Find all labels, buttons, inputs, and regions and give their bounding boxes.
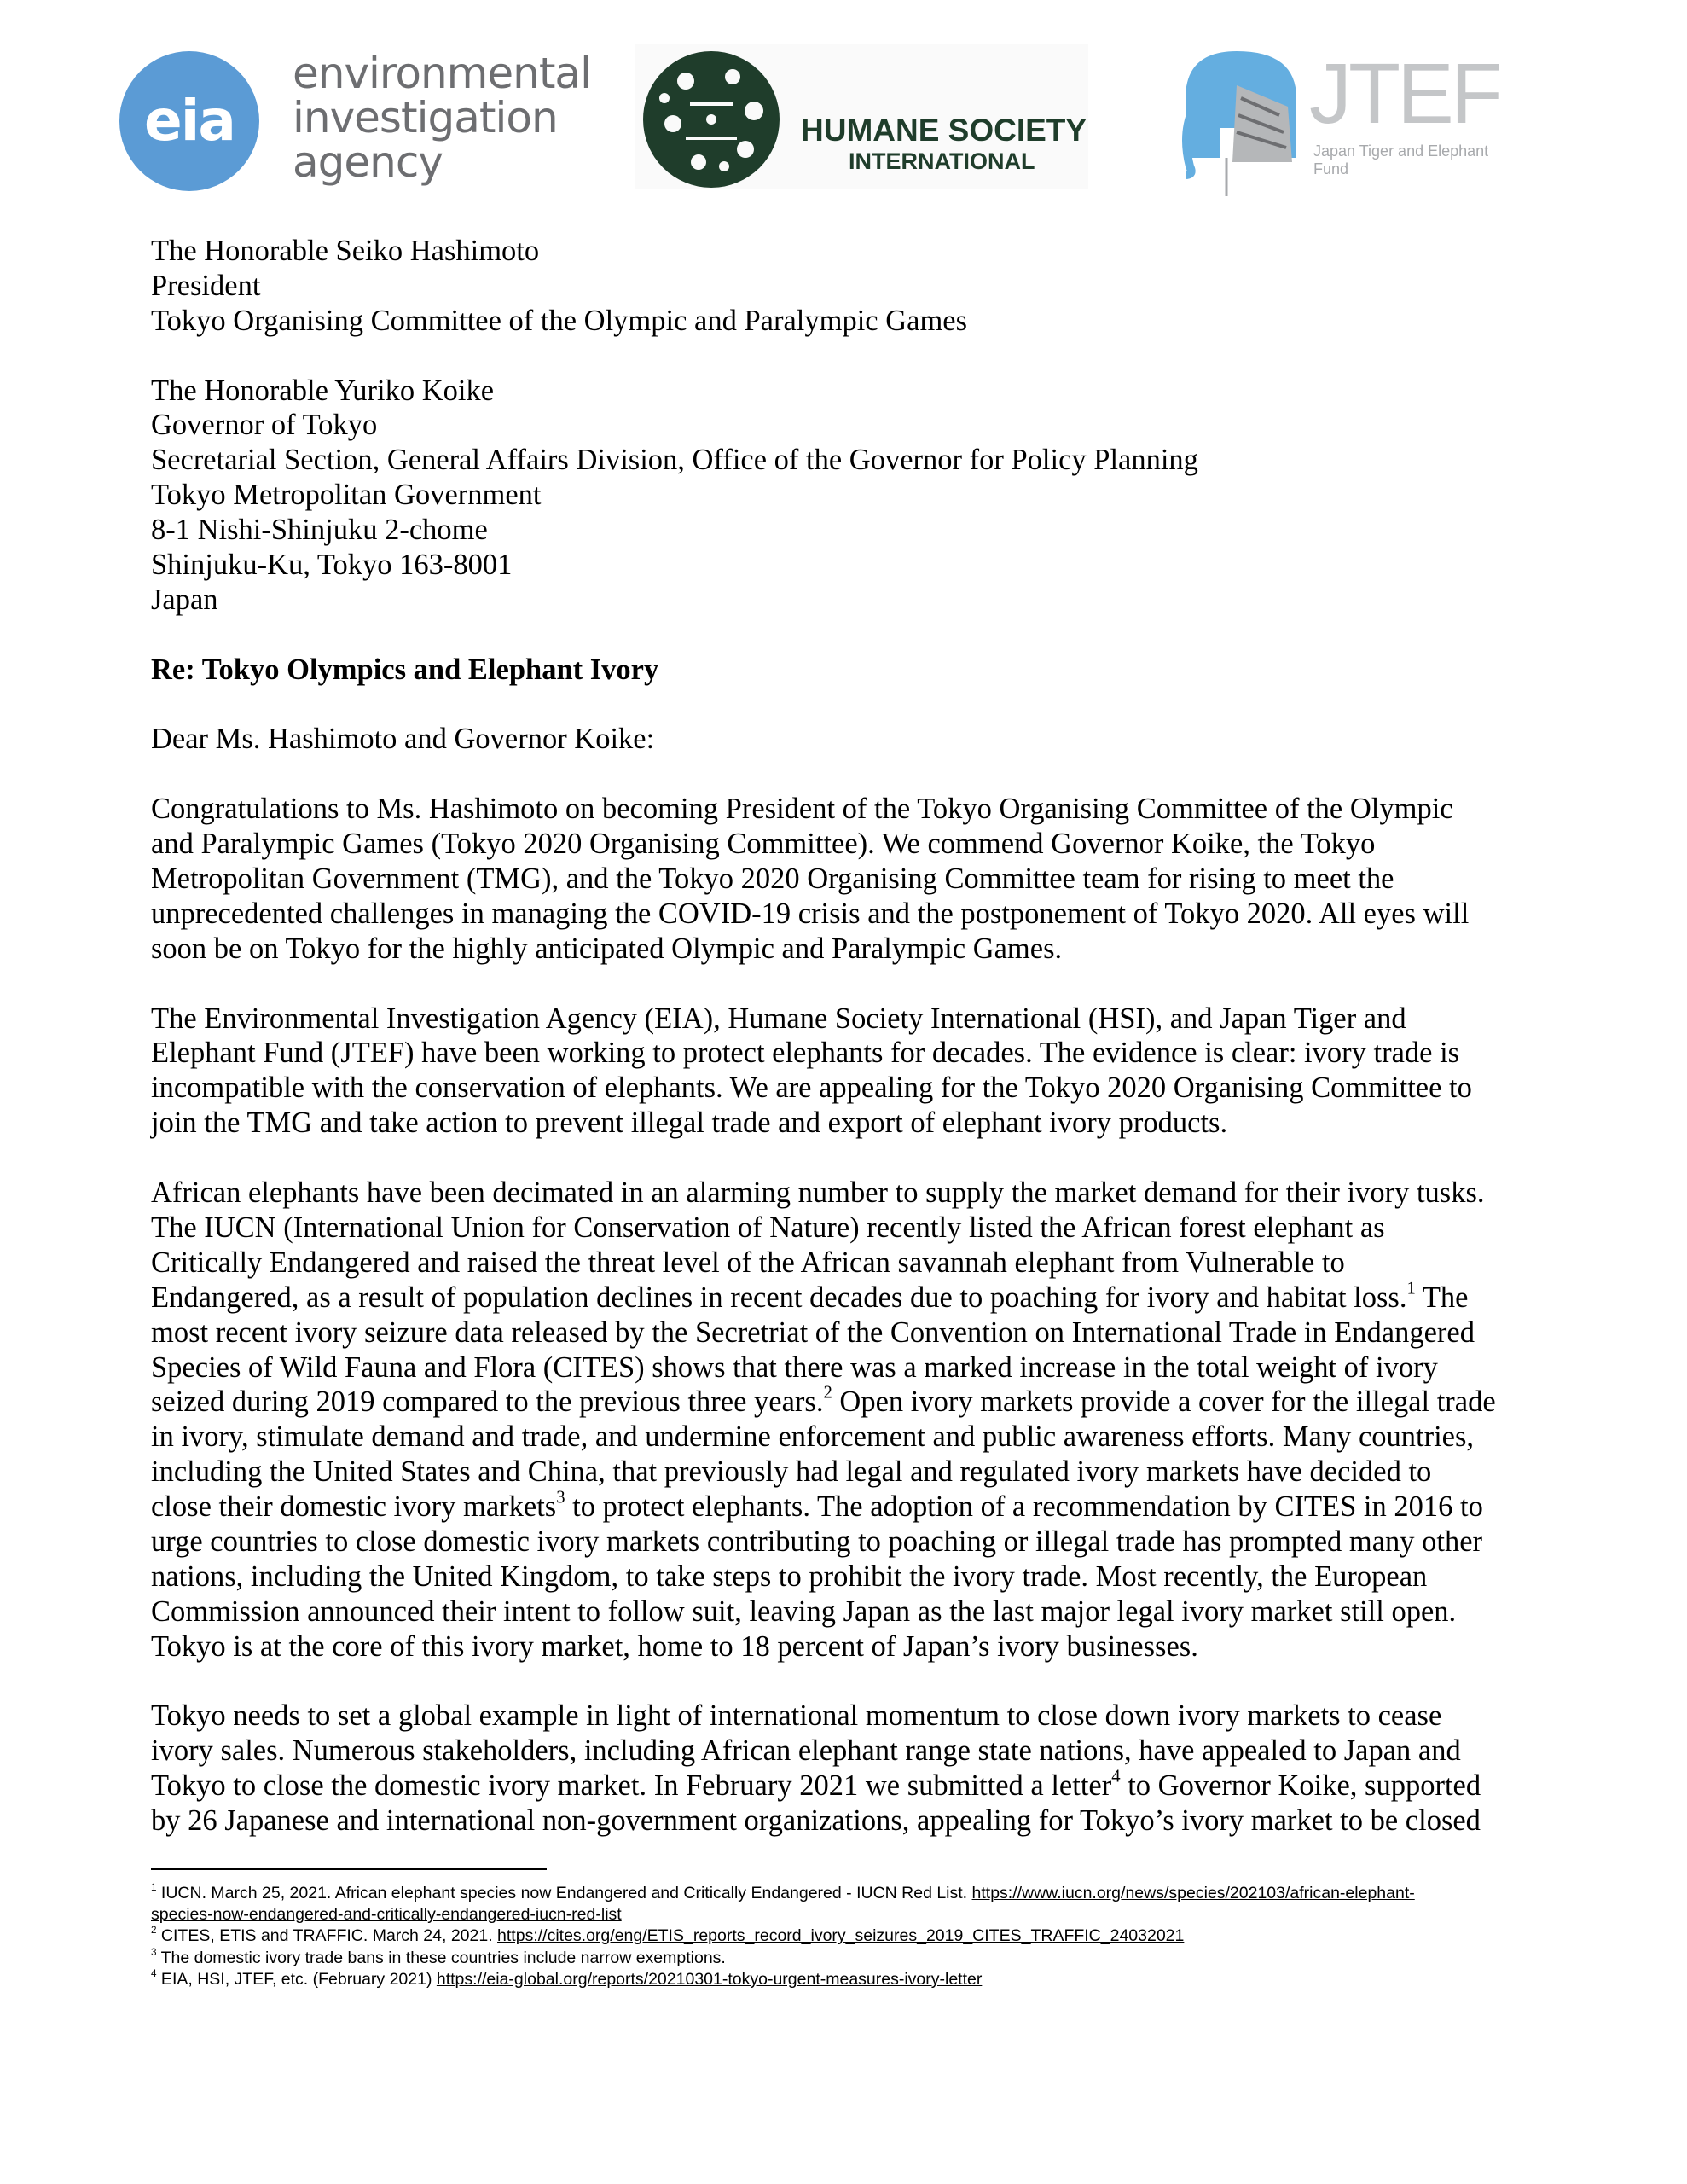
paragraph-line: including the United States and China, that previously had legal and regulated ivory markets have decided to bbox=[151, 1455, 1432, 1489]
footnote-ref: 1 bbox=[1406, 1279, 1416, 1298]
eia-name-line: agency bbox=[293, 137, 443, 187]
footnote-separator bbox=[151, 1868, 547, 1870]
paragraph-line: The IUCN (International Union for Conservation of Nature) recently listed the African forest elephant as bbox=[151, 1211, 1385, 1244]
paragraph-line: Metropolitan Government (TMG), and the Tokyo 2020 Organising Committee team for rising to meet the bbox=[151, 863, 1394, 896]
elephant-tiger-icon bbox=[1160, 47, 1313, 200]
jtef-logo bbox=[1160, 47, 1527, 200]
footnote-number: 1 bbox=[151, 1882, 157, 1894]
paragraph-line: and Paralympic Games (Tokyo 2020 Organising Committee). We commend Governor Koike, the Tokyo bbox=[151, 828, 1376, 861]
jtef-wordmark: JTEF bbox=[1309, 46, 1499, 142]
body-paragraph bbox=[151, 1176, 1550, 1664]
eia-logo bbox=[119, 49, 591, 196]
subject-line: Re: Tokyo Olympics and Elephant Ivory bbox=[151, 653, 659, 686]
paragraph-line: Tokyo to close the domestic ivory market. In February 2021 we submitted a letter$^4$ to Governor Koike, supported bbox=[151, 1767, 1481, 1803]
address-line: 8-1 Nishi-Shinjuku 2-chome bbox=[151, 514, 488, 547]
footnote-ref: 4 bbox=[1111, 1767, 1121, 1786]
footnote-ref: 2 bbox=[823, 1383, 832, 1403]
eia-name-line: environmental bbox=[293, 49, 591, 98]
salutation: Dear Ms. Hashimoto and Governor Koike: bbox=[151, 723, 655, 756]
body-paragraph bbox=[151, 1699, 1550, 1838]
footnote: $^2$ CITES, ETIS and TRAFFIC. March 24, 2021. https://cites.org/eng/ETIS_reports_record_ivory_seizures_2019_CITES_TRAFFIC_24032021 bbox=[151, 1925, 1185, 1946]
address-line: The Honorable Seiko Hashimoto bbox=[151, 235, 540, 267]
body-paragraph bbox=[151, 1002, 1550, 1141]
footnote: $^3$ The domestic ivory trade bans in these countries include narrow exemptions. bbox=[151, 1946, 726, 1967]
eia-circle: eia bbox=[119, 51, 259, 191]
footnotes bbox=[151, 1883, 1550, 1990]
jtef-caption: Japan Tiger and Elephant Fund bbox=[1313, 142, 1489, 177]
paragraph-line: by 26 Japanese and international non-government organizations, appealing for Tokyo’s ivory market to be closed bbox=[151, 1804, 1481, 1838]
footnote-number: 2 bbox=[151, 1925, 157, 1937]
paragraph-line: ivory sales. Numerous stakeholders, including African elephant range state nations, have appealed to Japan and bbox=[151, 1734, 1461, 1768]
footnote-link[interactable]: https://eia-global.org/reports/20210301-tokyo-urgent-measures-ivory-letter bbox=[436, 1969, 983, 1989]
paragraph-line: soon be on Tokyo for the highly anticipated Olympic and Paralympic Games. bbox=[151, 932, 1063, 965]
paragraph-line: Endangered, as a result of population declines in recent decades due to poaching for ivory and habitat loss.$^1$ The bbox=[151, 1279, 1469, 1314]
footnote: $^1$ IUCN. March 25, 2021. African elephant species now Endangered and Critically Endangered - IUCN Red List. https://www.iucn.org/news/species/202103/african-elephant- bbox=[151, 1882, 1415, 1902]
footnote-number: 3 bbox=[151, 1946, 157, 1958]
footnote-link[interactable]: species-now-endangered-and-critically-endangered-iucn-red-list bbox=[151, 1905, 622, 1925]
paragraph-line: nations, including the United Kingdom, to take steps to prohibit the ivory trade. Most recently, the European bbox=[151, 1560, 1428, 1593]
addressee-block bbox=[151, 374, 1550, 618]
letter-body bbox=[151, 234, 1550, 1873]
paragraph-line: African elephants have been decimated in an alarming number to supply the market demand for their ivory tusks. bbox=[151, 1176, 1485, 1210]
paragraph-line: seized during 2019 compared to the previous three years.$^2$ Open ivory markets provide a cover for the illegal trade bbox=[151, 1383, 1496, 1419]
hsi-name-line1: HUMANE SOCIETY bbox=[801, 113, 1087, 148]
paragraph-line: Elephant Fund (JTEF) have been working to protect elephants for decades. The evidence is clear: ivory trade is bbox=[151, 1037, 1460, 1070]
address-line: Secretarial Section, General Affairs Division, Office of the Governor for Policy Planning bbox=[151, 444, 1198, 477]
paragraph-line: urge countries to close domestic ivory markets contributing to poaching or illegal trade has prompted many other bbox=[151, 1525, 1483, 1558]
paragraph-line: in ivory, stimulate demand and trade, and undermine enforcement and public awareness efforts. Many countries, bbox=[151, 1420, 1475, 1454]
paragraph-line: incompatible with the conservation of elephants. We are appealing for the Tokyo 2020 Organising Committee to bbox=[151, 1072, 1472, 1105]
address-line: President bbox=[151, 269, 261, 302]
paragraph-line: Species of Wild Fauna and Flora (CITES) shows that there was a marked increase in the total weight of ivory bbox=[151, 1350, 1438, 1384]
paragraph-line: unprecedented challenges in managing the COVID-19 crisis and the postponement of Tokyo 2020. All eyes will bbox=[151, 897, 1470, 930]
footnote-number: 4 bbox=[151, 1968, 157, 1980]
body-paragraph bbox=[151, 792, 1550, 966]
address-line: Governor of Tokyo bbox=[151, 409, 378, 442]
paragraph-line: Tokyo is at the core of this ivory market, home to 18 percent of Japan’s ivory businesses. bbox=[151, 1629, 1198, 1663]
address-line: Japan bbox=[151, 583, 218, 616]
paragraph-line: join the TMG and take action to prevent illegal trade and export of elephant ivory products. bbox=[151, 1107, 1228, 1140]
footnote-link[interactable]: https://cites.org/eng/ETIS_reports_record_ivory_seizures_2019_CITES_TRAFFIC_24032021 bbox=[497, 1926, 1185, 1946]
paragraph-line: most recent ivory seizure data released by the Secretriat of the Convention on International Trade in Endangered bbox=[151, 1316, 1475, 1349]
eia-name-line: investigation bbox=[293, 93, 558, 142]
paragraph-line: Commission announced their intent to follow suit, leaving Japan as the last major legal ivory market still open. bbox=[151, 1594, 1457, 1628]
hsi-logo bbox=[635, 44, 1088, 189]
address-line: Shinjuku-Ku, Tokyo 163-8001 bbox=[151, 549, 513, 582]
footnote: $^4$ EIA, HSI, JTEF, etc. (February 2021) https://eia-global.org/reports/20210301-tokyo-urgent-measures-ivory-letter bbox=[151, 1968, 983, 1989]
paragraph-line: Tokyo needs to set a global example in light of international momentum to close down ivory markets to cease bbox=[151, 1699, 1442, 1733]
hsi-name-line2: INTERNATIONAL bbox=[849, 148, 1035, 174]
address-line: Tokyo Metropolitan Government bbox=[151, 479, 542, 512]
footnote-link[interactable]: https://www.iucn.org/news/species/202103/african-elephant- bbox=[971, 1884, 1415, 1902]
paragraph-line: close their domestic ivory markets$^3$ to protect elephants. The adoption of a recommendation by CITES in 2016 to bbox=[151, 1488, 1483, 1524]
addressee-block bbox=[151, 234, 1550, 339]
animal-globe-icon bbox=[639, 47, 784, 192]
paragraph-line: The Environmental Investigation Agency (EIA), Humane Society International (HSI), and Japan Tiger and bbox=[151, 1002, 1406, 1035]
footnote-continuation bbox=[151, 1904, 1550, 1926]
address-line: The Honorable Yuriko Koike bbox=[151, 374, 495, 407]
footnote-ref: 3 bbox=[556, 1488, 565, 1507]
paragraph-line: Congratulations to Ms. Hashimoto on becoming President of the Tokyo Organising Committee of the Olympic bbox=[151, 793, 1453, 826]
address-line: Tokyo Organising Committee of the Olympic and Paralympic Games bbox=[151, 304, 968, 337]
paragraph-line: Critically Endangered and raised the threat level of the African savannah elephant from Vulnerable to bbox=[151, 1246, 1345, 1279]
